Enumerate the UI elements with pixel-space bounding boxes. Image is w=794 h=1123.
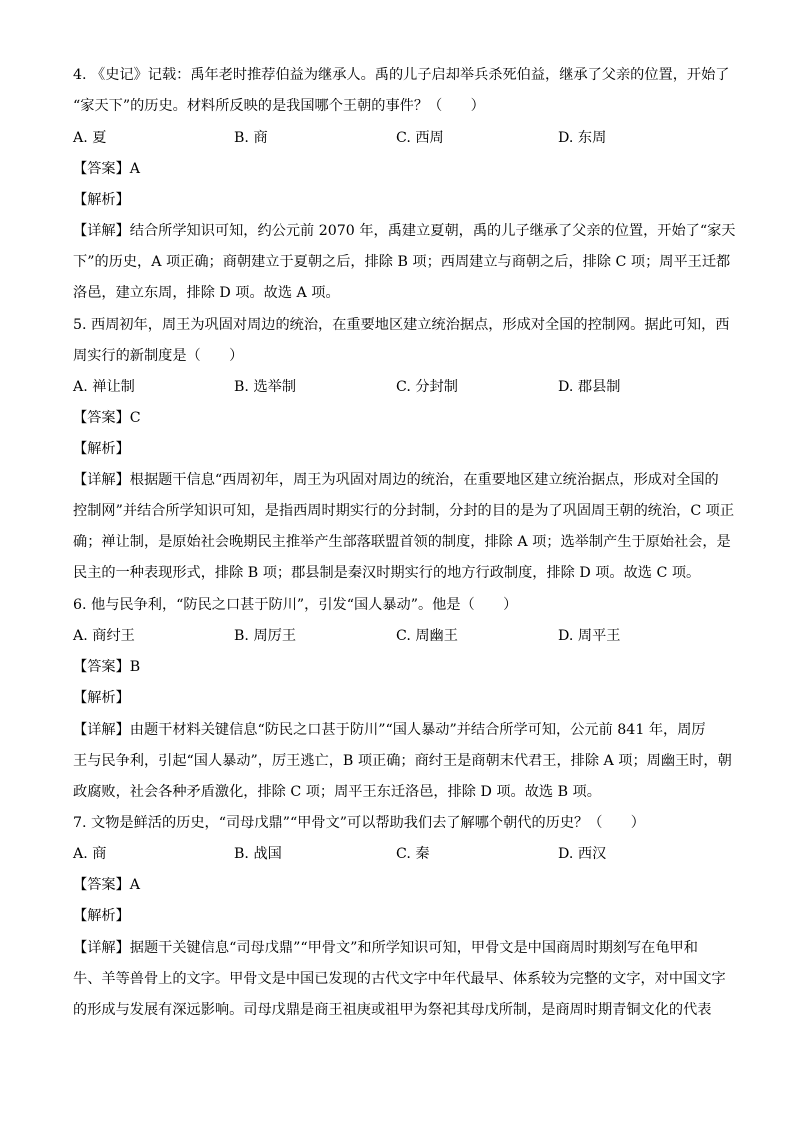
option-c: C. 周幽王 [396,628,458,644]
option-d: D. 东周 [558,130,607,146]
question-6-options [73,621,723,652]
detail-line: 【详解】据题干关键信息“司母戊鼎”“甲骨文”和所学知识可知，甲骨文是中国商周时期刻写在龟甲和 [73,940,698,956]
question-5-analysis-label: 【解析】 [73,441,130,457]
detail-line: 【详解】结合所学知识可知，约公元前 2070 年，禹建立夏朝，禹的儿子继承了父亲的位置，开始了“家天 [73,223,736,239]
detail-line: 的形成与发展有深远影响。司母戊鼎是商王祖庚或祖甲为祭祀其母戊所制，是商周时期青铜文化的代表 [73,1002,712,1018]
option-a: A. 夏 [73,130,107,146]
detail-line: 民主的一种表现形式，排除 B 项；郡县制是秦汉时期实行的地方行政制度，排除 D 项。故选 C 项。 [73,565,701,581]
question-4-stem [73,60,730,122]
detail-line: 政腐败，社会各种矛盾激化，排除 C 项；周平王东迁洛邑，排除 D 项。故选 B 项。 [73,784,601,800]
question-6-stem [73,590,723,621]
option-d: D. 郡县制 [558,379,621,395]
question-line: 周实行的新制度是（ ） [73,348,244,364]
option-c: C. 西周 [396,130,444,146]
question-line: “家天下”的历史。材料所反映的是我国哪个王朝的事件？（ ） [73,98,485,114]
question-4-detail [73,216,736,309]
detail-line: 下”的历史，A 项正确；商朝建立于夏朝之后，排除 B 项；西周建立与商朝之后，排除 C 项；周平王迁都 [73,254,731,270]
question-4-analysis-label: 【解析】 [73,192,130,208]
question-5-answer: 【答案】C [73,410,141,426]
question-7-stem [73,808,723,839]
question-4-options [73,123,723,154]
question-7-detail [73,933,726,1026]
question-5-stem [73,310,730,372]
question-7-answer: 【答案】A [73,877,140,893]
question-7-options [73,839,723,870]
question-7-analysis-label: 【解析】 [73,908,130,924]
option-b: B. 战国 [234,846,282,862]
detail-line: 牛、羊等兽骨上的文字。甲骨文是中国已发现的古代文字中年代最早、体系较为完整的文字，对中国文字 [73,971,726,987]
option-d: D. 西汉 [558,846,607,862]
detail-line: 确；禅让制，是原始社会晚期民主推举产生部落联盟首领的制度，排除 A 项；选举制产生于原始社会，是 [73,534,731,550]
detail-line: 王与民争利，引起“国人暴动”，厉王逃亡，B 项正确；商纣王是商朝末代君王，排除 A 项；周幽王时，朝 [73,753,732,769]
option-a: A. 禅让制 [73,379,135,395]
detail-line: 【详解】由题干材料关键信息“防民之口甚于防川”“国人暴动”并结合所学可知，公元前 841 年，周厉 [73,722,706,738]
option-b: B. 周厉王 [234,628,297,644]
question-6-answer: 【答案】B [73,659,141,675]
question-6-detail [73,715,732,808]
option-a: A. 商 [73,846,107,862]
question-5-options [73,372,723,403]
question-line: 5. 西周初年，周王为巩固对周边的统治，在重要地区建立统治据点，形成对全国的控制网。据此可知，西 [73,317,730,333]
question-line: 6. 他与民争利，“防民之口甚于防川”，引发“国人暴动”。他是（ ） [73,597,518,613]
option-a: A. 商纣王 [73,628,135,644]
option-c: C. 秦 [396,846,430,862]
question-line: 4. 《史记》记载：禹年老时推荐伯益为继承人。禹的儿子启却举兵杀死伯益，继承了父亲的位置，开始了 [73,67,730,83]
detail-line: 控制网”并结合所学知识可知，是指西周时期实行的分封制，分封的目的是为了巩固周王朝的统治，C 项正 [73,503,735,519]
option-b: B. 商 [234,130,268,146]
question-6-analysis-label: 【解析】 [73,690,130,706]
question-line: 7. 文物是鲜活的历史，“司母戊鼎”“甲骨文”可以帮助我们去了解哪个朝代的历史？（ ） [73,815,645,831]
option-d: D. 周平王 [558,628,621,644]
detail-line: 洛邑，建立东周，排除 D 项。故选 A 项。 [73,285,340,301]
option-b: B. 选举制 [234,379,297,395]
question-4-answer: 【答案】A [73,161,140,177]
option-c: C. 分封制 [396,379,458,395]
question-5-detail [73,465,735,589]
detail-line: 【详解】根据题干信息“西周初年，周王为巩固对周边的统治，在重要地区建立统治据点，形成对全国的 [73,472,719,488]
